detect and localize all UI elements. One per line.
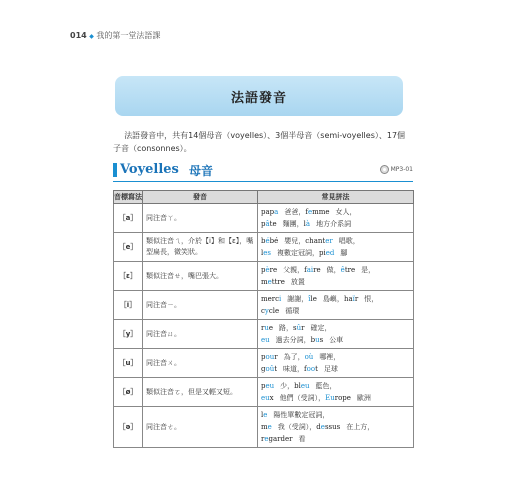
common-spellings [258,349,414,378]
column-header-pronunciation: 發音 [143,191,258,204]
pronunciation-note: 同注音ㄜ。 [143,407,258,448]
french-word: père [261,266,278,274]
word-meaning: 是， [361,266,376,274]
table-row [114,349,414,378]
french-word: me [261,423,272,431]
french-word: pied [319,249,335,257]
spelling-line [261,433,410,445]
french-word: où [304,353,314,361]
page-number: 014 [70,31,87,40]
french-word: cycle [261,307,280,315]
word-meaning: 路， [279,324,294,332]
section-accent-bar [113,163,117,177]
table-row [114,262,414,291]
spelling-line [261,351,410,363]
french-word: bleu [294,382,310,390]
word-meaning: 過去分詞， [275,336,311,344]
column-header-symbol: 音標寫法 [114,191,143,204]
table-row [114,378,414,407]
common-spellings [258,407,414,448]
word-meaning: 足球 [323,365,338,373]
table-header-row [114,191,414,204]
french-word: haïr [343,295,359,303]
pronunciation-note: 類似注音ㄟ，介於【i】和【ɛ】，嘴型扁長，微笑狀。 [143,233,258,262]
common-spellings [258,378,414,407]
phonetic-symbol: ［i］ [114,291,143,320]
table-row [114,233,414,262]
intro-text: 法語發音中，共有14個母音（voyelles）、3個半母音（semi-voyelles）、17個子音（consonnes）。 [113,131,406,153]
word-meaning: 在上方， [346,423,375,431]
table-row [114,291,414,320]
pronunciation-note: 類似注音ㄛ，但是又輕又短。 [143,378,258,407]
word-meaning: 複數定冠詞， [277,249,319,257]
phonetic-symbol: ［a］ [114,204,143,233]
table-row [114,320,414,349]
pronunciation-note: 類似注音ㄝ，嘴巴張大。 [143,262,258,291]
phonetic-symbol: ［ɛ］ [114,262,143,291]
spelling-line [261,305,410,317]
french-word: peu [261,382,275,390]
phonetic-symbol: ［e］ [114,233,143,262]
spelling-line [261,264,410,276]
spelling-line [261,247,410,259]
spelling-line [261,293,410,305]
french-word: Europe [325,394,351,402]
spelling-line [261,206,410,218]
french-word: regarder [261,435,293,443]
intro-paragraph [113,129,413,155]
word-meaning: 嬰兒， [284,237,306,245]
spelling-line [261,392,410,404]
french-word: faire [304,266,321,274]
french-word: le [261,411,268,419]
common-spellings [258,262,414,291]
word-meaning: 陽性單數定冠詞， [273,411,330,419]
spelling-line [261,235,410,247]
french-word: les [261,249,271,257]
vowel-table [113,190,414,448]
phonetic-symbol: ［u］ [114,349,143,378]
french-word: bus [310,336,324,344]
french-word: dessus [316,423,341,431]
spelling-line [261,409,410,421]
section-heading [113,161,413,181]
word-meaning: 謝謝， [287,295,309,303]
spelling-line [261,380,410,392]
table-row [114,204,414,233]
french-word: p [261,208,266,216]
column-header-spelling: 常見拼法 [258,191,414,204]
word-meaning: 恨， [364,295,379,303]
pronunciation-note: 同注音ㄚ。 [143,204,258,233]
french-word: goût [261,365,278,373]
word-meaning: 哪裡， [319,353,341,361]
audio-track[interactable] [380,165,413,174]
french-word: bébé [261,237,279,245]
french-word: île [308,295,317,303]
word-meaning: 麵團， [282,220,304,228]
word-meaning: 島嶼， [322,295,344,303]
word-meaning: 味道， [283,365,305,373]
french-word: foot [304,365,318,373]
french-word: sûr [293,324,305,332]
word-meaning: 爸爸， [284,208,306,216]
word-meaning: 父親， [283,266,305,274]
word-meaning: 唱歌， [338,237,360,245]
phonetic-symbol: ［ø］ [114,378,143,407]
word-meaning: 少， [280,382,295,390]
common-spellings [258,291,414,320]
pronunciation-note: 同注音ㄧ。 [143,291,258,320]
common-spellings [258,204,414,233]
cd-icon [380,165,389,174]
french-word: pour [261,353,278,361]
word-meaning: 為了， [283,353,305,361]
spelling-line [261,421,410,433]
word-meaning: 他們（受詞）， [279,394,326,402]
audio-track-label: MP3-01 [390,166,413,173]
french-word: a [265,208,270,216]
word-meaning: 腳 [340,249,348,257]
french-word: mettre [261,278,285,286]
french-word: eu [261,336,270,344]
french-word: être [340,266,356,274]
chapter-title: 法語發音 [230,90,287,106]
running-header [70,30,160,41]
french-word: là [303,220,311,228]
section-rule [113,181,413,182]
spelling-line [261,334,410,346]
phonetic-symbol: ［ə］ [114,407,143,448]
section-title: Voyelles [120,162,179,177]
spelling-line [261,322,410,334]
common-spellings [258,320,414,349]
word-meaning: 看 [298,435,306,443]
spelling-line [261,363,410,375]
word-meaning: 地方介系詞 [316,220,352,228]
book-title: 我的第一堂法語課 [96,31,161,40]
word-meaning: 藍色， [315,382,337,390]
word-meaning: 做， [326,266,341,274]
pronunciation-note: 同注音ㄩ。 [143,320,258,349]
word-meaning: 我（受詞）， [277,423,317,431]
word-meaning: 確定， [310,324,332,332]
word-meaning: 女人， [335,208,357,216]
common-spellings [258,233,414,262]
header-separator: ◆ [89,33,94,40]
french-word: femme [305,208,330,216]
word-meaning: 歐洲 [356,394,371,402]
table-row [114,407,414,448]
word-meaning: 循環 [285,307,300,315]
french-word: merci [261,295,282,303]
french-word: pâte [261,220,277,228]
chapter-banner [115,76,403,116]
spelling-line [261,276,410,288]
pronunciation-note: 同注音ㄨ。 [143,349,258,378]
french-word: eux [261,394,274,402]
phonetic-symbol: ［y］ [114,320,143,349]
word-meaning: 放置 [290,278,305,286]
french-word: rue [261,324,274,332]
french-word: chanter [305,237,333,245]
section-title-zh: 母音 [189,164,214,178]
spelling-line [261,218,410,230]
french-word: pa [269,208,279,216]
word-meaning: 公車 [329,336,344,344]
